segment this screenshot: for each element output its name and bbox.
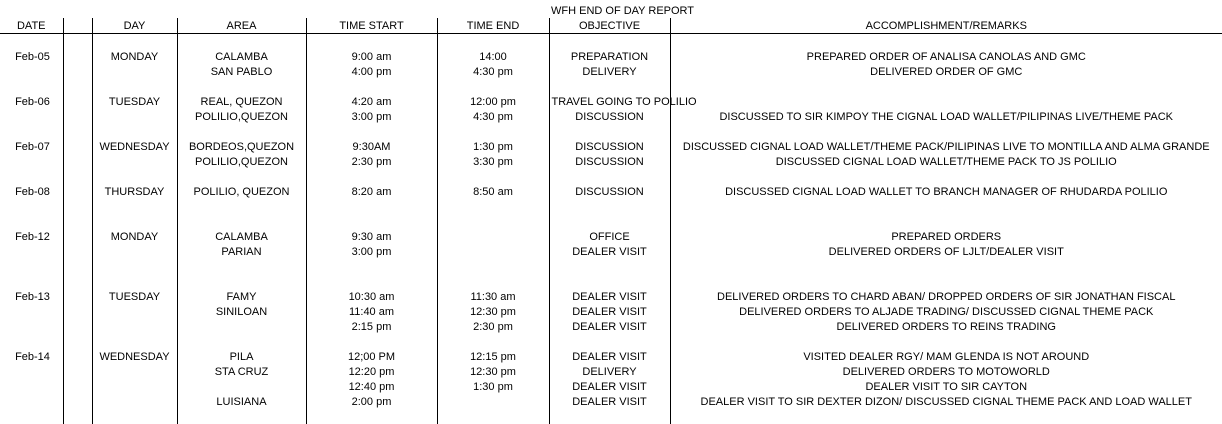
cell-spacer <box>63 184 92 199</box>
cell-day: TUESDAY <box>92 94 177 109</box>
cell-time-start: 2:30 pm <box>306 154 437 169</box>
report-body <box>0 3 1222 424</box>
cell-time-end: 12:30 pm <box>437 304 549 319</box>
header-time-start: TIME START <box>306 18 437 34</box>
cell-remarks <box>670 79 1222 94</box>
cell-date-text: Feb-14 <box>15 350 50 363</box>
cell-day <box>92 334 177 349</box>
cell-time-end <box>437 124 549 139</box>
cell-area: LUISIANA <box>177 394 306 409</box>
cell-date <box>0 244 63 259</box>
cell-time-end: 4:30 pm <box>437 109 549 124</box>
cell-objective <box>549 259 670 274</box>
table-row <box>0 274 1222 289</box>
cell-area <box>177 274 306 289</box>
cell-objective <box>549 334 670 349</box>
cell-date <box>0 259 63 274</box>
cell-day <box>92 109 177 124</box>
cell-remarks: DEALER VISIT TO SIR DEXTER DIZON/ DISCUSSED CIGNAL THEME PACK AND LOAD WALLET <box>670 394 1222 409</box>
cell-remarks: DISCUSSED CIGNAL LOAD WALLET TO BRANCH MANAGER OF RHUDARDA POLILIO <box>670 184 1222 199</box>
cell-time-start <box>306 79 437 94</box>
table-row <box>0 409 1222 424</box>
cell-objective: DELIVERY <box>549 364 670 379</box>
cell-spacer <box>63 64 92 79</box>
cell-objective: DEALER VISIT <box>549 349 670 364</box>
cell-area: POLILIO,QUEZON <box>177 154 306 169</box>
table-row <box>0 139 1222 154</box>
cell-objective: DISCUSSION <box>549 184 670 199</box>
cell-remarks: DELIVERED ORDERS TO CHARD ABAN/ DROPPED ORDERS OF SIR JONATHAN FISCAL <box>670 289 1222 304</box>
cell-time-end <box>437 169 549 184</box>
cell-spacer <box>63 214 92 229</box>
cell-remarks: DISCUSSED CIGNAL LOAD WALLET/THEME PACK TO JS POLILIO <box>670 154 1222 169</box>
cell-objective <box>549 199 670 214</box>
cell-date <box>0 154 63 169</box>
cell-spacer <box>63 319 92 334</box>
cell-day <box>92 154 177 169</box>
cell-spacer <box>63 109 92 124</box>
cell-day <box>92 169 177 184</box>
cell-time-start: 12;00 PM <box>306 349 437 364</box>
cell-time-end <box>437 79 549 94</box>
cell-area <box>177 199 306 214</box>
cell-date <box>0 304 63 319</box>
table-row <box>0 229 1222 244</box>
cell-area: SINILOAN <box>177 304 306 319</box>
cell-day <box>92 34 177 50</box>
cell-objective: DEALER VISIT <box>549 379 670 394</box>
cell-area: CALAMBA <box>177 49 306 64</box>
cell-objective: PREPARATION <box>549 49 670 64</box>
cell-time-start: 3:00 pm <box>306 244 437 259</box>
header-day: DAY <box>92 18 177 34</box>
cell-date <box>0 139 63 154</box>
cell-objective <box>549 409 670 424</box>
cell-date <box>0 184 63 199</box>
cell-objective: DEALER VISIT <box>549 394 670 409</box>
title-row <box>0 3 1222 18</box>
cell-date <box>0 34 63 50</box>
cell-day <box>92 274 177 289</box>
cell-area <box>177 214 306 229</box>
cell-time-start: 12:20 pm <box>306 364 437 379</box>
cell-time-start <box>306 214 437 229</box>
cell-time-end <box>437 34 549 50</box>
cell-time-start: 11:40 am <box>306 304 437 319</box>
table-row <box>0 94 1222 109</box>
table-row <box>0 199 1222 214</box>
cell-date <box>0 289 63 304</box>
cell-date <box>0 94 63 109</box>
cell-time-start: 4:20 am <box>306 94 437 109</box>
header-remarks: ACCOMPLISHMENT/REMARKS <box>670 18 1222 34</box>
cell-date <box>0 319 63 334</box>
cell-remarks: PREPARED ORDER OF ANALISA CANOLAS AND GMC <box>670 49 1222 64</box>
cell-objective <box>549 79 670 94</box>
cell-time-end: 1:30 pm <box>437 139 549 154</box>
cell-area: POLILIO, QUEZON <box>177 184 306 199</box>
cell-date <box>0 109 63 124</box>
table-row <box>0 64 1222 79</box>
cell-time-end <box>437 274 549 289</box>
table-row <box>0 319 1222 334</box>
cell-time-end <box>437 259 549 274</box>
cell-remarks <box>670 259 1222 274</box>
eod-report-table <box>0 3 1222 424</box>
cell-date <box>0 334 63 349</box>
cell-remarks <box>670 34 1222 50</box>
cell-time-end: 14:00 <box>437 49 549 64</box>
cell-time-start: 10:30 am <box>306 289 437 304</box>
cell-area <box>177 409 306 424</box>
cell-date-text: Feb-13 <box>15 290 50 303</box>
cell-remarks: DELIVERED ORDERS TO REINS TRADING <box>670 319 1222 334</box>
cell-area: REAL, QUEZON <box>177 94 306 109</box>
table-row <box>0 154 1222 169</box>
cell-day <box>92 244 177 259</box>
cell-spacer <box>63 34 92 50</box>
cell-remarks <box>670 409 1222 424</box>
cell-date <box>0 379 63 394</box>
cell-day <box>92 319 177 334</box>
cell-time-start <box>306 334 437 349</box>
cell-spacer <box>63 394 92 409</box>
cell-time-start: 8:20 am <box>306 184 437 199</box>
header-area: AREA <box>177 18 306 34</box>
cell-day <box>92 64 177 79</box>
cell-spacer <box>63 199 92 214</box>
cell-date-text: Feb-08 <box>15 185 50 198</box>
cell-date <box>0 394 63 409</box>
cell-time-start: 9:30AM <box>306 139 437 154</box>
table-row <box>0 379 1222 394</box>
cell-time-end <box>437 244 549 259</box>
cell-date <box>0 409 63 424</box>
cell-objective <box>549 124 670 139</box>
cell-spacer <box>63 139 92 154</box>
cell-time-start <box>306 274 437 289</box>
cell-day <box>92 409 177 424</box>
cell-objective: DISCUSSION <box>549 154 670 169</box>
cell-time-end <box>437 409 549 424</box>
cell-objective: TRAVEL GOING TO POLILIO <box>549 94 670 109</box>
cell-date-text: Feb-12 <box>15 230 50 243</box>
cell-area <box>177 124 306 139</box>
cell-time-end: 3:30 pm <box>437 154 549 169</box>
cell-time-start <box>306 169 437 184</box>
cell-time-start <box>306 34 437 50</box>
cell-area <box>177 334 306 349</box>
cell-date <box>0 79 63 94</box>
cell-time-end: 12:30 pm <box>437 364 549 379</box>
cell-day <box>92 199 177 214</box>
table-row <box>0 214 1222 229</box>
cell-remarks <box>670 334 1222 349</box>
cell-time-end: 12:00 pm <box>437 94 549 109</box>
cell-time-start: 9:30 am <box>306 229 437 244</box>
cell-date <box>0 364 63 379</box>
cell-remarks: DELIVERED ORDER OF GMC <box>670 64 1222 79</box>
table-row <box>0 289 1222 304</box>
cell-area: STA CRUZ <box>177 364 306 379</box>
table-row <box>0 169 1222 184</box>
cell-objective <box>549 274 670 289</box>
cell-remarks: DELIVERED ORDERS TO MOTOWORLD <box>670 364 1222 379</box>
cell-time-end <box>437 334 549 349</box>
cell-time-start <box>306 409 437 424</box>
cell-area <box>177 169 306 184</box>
cell-date <box>0 49 63 64</box>
cell-area: FAMY <box>177 289 306 304</box>
cell-objective: OFFICE <box>549 229 670 244</box>
cell-date <box>0 214 63 229</box>
table-row <box>0 184 1222 199</box>
cell-time-end <box>437 214 549 229</box>
cell-area: CALAMBA <box>177 229 306 244</box>
table-row <box>0 124 1222 139</box>
cell-spacer <box>63 334 92 349</box>
cell-objective: DEALER VISIT <box>549 289 670 304</box>
cell-remarks <box>670 214 1222 229</box>
cell-spacer <box>63 49 92 64</box>
cell-day <box>92 379 177 394</box>
cell-day: THURSDAY <box>92 184 177 199</box>
cell-date <box>0 169 63 184</box>
cell-day <box>92 304 177 319</box>
cell-spacer <box>63 169 92 184</box>
cell-area: PILA <box>177 349 306 364</box>
cell-time-end <box>437 199 549 214</box>
cell-spacer <box>63 274 92 289</box>
cell-time-start: 2:15 pm <box>306 319 437 334</box>
cell-area <box>177 79 306 94</box>
cell-objective <box>549 34 670 50</box>
table-row <box>0 49 1222 64</box>
cell-remarks: VISITED DEALER RGY/ MAM GLENDA IS NOT AROUND <box>670 349 1222 364</box>
cell-time-end: 1:30 pm <box>437 379 549 394</box>
cell-day: TUESDAY <box>92 289 177 304</box>
cell-day <box>92 79 177 94</box>
cell-area: SAN PABLO <box>177 64 306 79</box>
cell-date <box>0 229 63 244</box>
cell-spacer <box>63 79 92 94</box>
cell-time-end <box>437 394 549 409</box>
header-date: DATE <box>0 18 63 34</box>
table-row <box>0 109 1222 124</box>
cell-objective: DISCUSSION <box>549 139 670 154</box>
cell-day: WEDNESDAY <box>92 139 177 154</box>
cell-remarks: PREPARED ORDERS <box>670 229 1222 244</box>
cell-remarks <box>670 199 1222 214</box>
cell-spacer <box>63 349 92 364</box>
cell-time-end: 12:15 pm <box>437 349 549 364</box>
cell-spacer <box>63 289 92 304</box>
cell-remarks: DISCUSSED CIGNAL LOAD WALLET/THEME PACK/PILIPINAS LIVE TO MONTILLA AND ALMA GRANDE <box>670 139 1222 154</box>
cell-day <box>92 259 177 274</box>
cell-spacer <box>63 304 92 319</box>
header-time-end: TIME END <box>437 18 549 34</box>
cell-time-end: 2:30 pm <box>437 319 549 334</box>
cell-objective <box>549 169 670 184</box>
cell-date <box>0 349 63 364</box>
cell-day <box>92 124 177 139</box>
cell-objective: DELIVERY <box>549 64 670 79</box>
cell-time-start: 3:00 pm <box>306 109 437 124</box>
cell-remarks <box>670 124 1222 139</box>
cell-day: MONDAY <box>92 49 177 64</box>
cell-time-start: 12:40 pm <box>306 379 437 394</box>
cell-spacer <box>63 229 92 244</box>
cell-spacer <box>63 259 92 274</box>
cell-date <box>0 274 63 289</box>
table-row <box>0 34 1222 50</box>
cell-date-text: Feb-06 <box>15 95 50 108</box>
cell-area <box>177 259 306 274</box>
table-row <box>0 334 1222 349</box>
cell-time-end: 4:30 pm <box>437 64 549 79</box>
cell-area: BORDEOS,QUEZON <box>177 139 306 154</box>
header-row <box>0 18 1222 34</box>
cell-spacer <box>63 379 92 394</box>
cell-area: POLILIO,QUEZON <box>177 109 306 124</box>
cell-day: MONDAY <box>92 229 177 244</box>
table-row <box>0 364 1222 379</box>
cell-time-end: 8:50 am <box>437 184 549 199</box>
cell-spacer <box>63 154 92 169</box>
table-row <box>0 259 1222 274</box>
cell-objective: DEALER VISIT <box>549 244 670 259</box>
cell-date <box>0 64 63 79</box>
cell-area <box>177 379 306 394</box>
cell-objective <box>549 214 670 229</box>
report-title: WFH END OF DAY REPORT <box>551 4 695 17</box>
cell-spacer <box>63 409 92 424</box>
cell-time-start <box>306 124 437 139</box>
table-row <box>0 244 1222 259</box>
cell-remarks: DELIVERED ORDERS TO ALJADE TRADING/ DISCUSSED CIGNAL THEME PACK <box>670 304 1222 319</box>
table-row <box>0 349 1222 364</box>
cell-area <box>177 319 306 334</box>
cell-day <box>92 364 177 379</box>
table-row <box>0 394 1222 409</box>
cell-spacer <box>63 124 92 139</box>
cell-spacer <box>63 364 92 379</box>
cell-remarks <box>670 274 1222 289</box>
cell-date <box>0 199 63 214</box>
cell-remarks: DISCUSSED TO SIR KIMPOY THE CIGNAL LOAD WALLET/PILIPINAS LIVE/THEME PACK <box>670 109 1222 124</box>
cell-time-end: 11:30 am <box>437 289 549 304</box>
cell-date <box>0 124 63 139</box>
cell-time-start: 4:00 pm <box>306 64 437 79</box>
cell-spacer <box>63 94 92 109</box>
cell-date-text: Feb-05 <box>15 50 50 63</box>
cell-area: PARIAN <box>177 244 306 259</box>
table-row <box>0 304 1222 319</box>
cell-time-start: 2:00 pm <box>306 394 437 409</box>
cell-day: WEDNESDAY <box>92 349 177 364</box>
cell-remarks: DELIVERED ORDERS OF LJLT/DEALER VISIT <box>670 244 1222 259</box>
cell-remarks <box>670 169 1222 184</box>
cell-day <box>92 214 177 229</box>
cell-time-end <box>437 229 549 244</box>
cell-time-start: 9:00 am <box>306 49 437 64</box>
header-objective: OBJECTIVE <box>549 18 670 34</box>
cell-remarks: DEALER VISIT TO SIR CAYTON <box>670 379 1222 394</box>
table-row <box>0 79 1222 94</box>
cell-area <box>177 34 306 50</box>
cell-day <box>92 394 177 409</box>
cell-spacer <box>63 244 92 259</box>
header-spacer <box>63 18 92 34</box>
cell-objective: DEALER VISIT <box>549 319 670 334</box>
cell-time-start <box>306 199 437 214</box>
cell-remarks <box>670 94 1222 109</box>
cell-objective: DEALER VISIT <box>549 304 670 319</box>
cell-time-start <box>306 259 437 274</box>
cell-date-text: Feb-07 <box>15 140 50 153</box>
cell-objective: DISCUSSION <box>549 109 670 124</box>
